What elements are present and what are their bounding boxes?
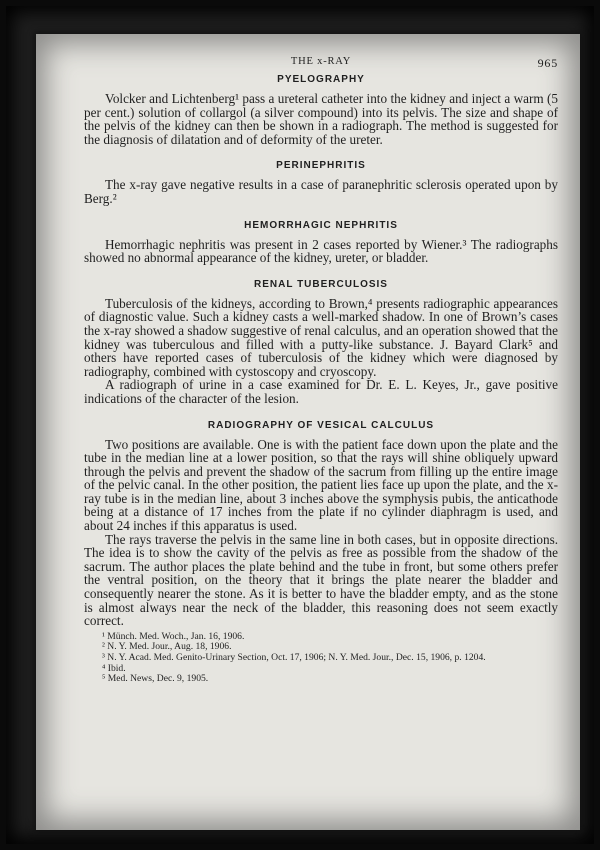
running-head xyxy=(84,54,558,74)
frame-border xyxy=(6,6,594,844)
book-page xyxy=(36,34,580,830)
page-number: 965 xyxy=(537,56,558,70)
paragraph: Two positions are available. One is with the patient face down upon the plate and the tube in the median line at a lower position, so that the rays will shine obliquely upward through the pelvis and prevent the shadow of the sacrum from filling up the entire image of the pelvic canal. In the other position, the patient lies face up upon the plate, and the x-ray tube is in the median line, about 3 inches above the symphysis pubis, the anticathode being at a distance of 17 inches from the plate if no cylinder diaphragm is used, and about 24 inches if this apparatus is used. xyxy=(84,436,558,534)
section-heading: PERINEPHRITIS xyxy=(276,160,366,172)
footnote: ¹ Münch. Med. Woch., Jan. 16, 1906. xyxy=(102,630,245,642)
paragraph: Volcker and Lichtenberg¹ pass a ureteral catheter into the kidney and inject a warm (5 per cent.) solution of collargol (a silver compound) into its pelvis. The size and shape of the pelvis of the kidney can then be shown in a radiograph. The method is suggested for the diagnosis of dilatation and of deformity of the ureter. xyxy=(84,91,558,147)
footnote: ² N. Y. Med. Jour., Aug. 18, 1906. xyxy=(102,641,232,653)
page-content xyxy=(84,54,558,685)
paragraph: Tuberculosis of the kidneys, according to Brown,⁴ presents radiographic appearances of diagnostic value. Such a kidney casts a well-marked shadow. In one of Brown’s cases the x-ray showed a shadow suggestive of renal calculus, and an operation showed that the kidney was tuberculous and filled with a putty-like substance. J. Bayard Clark⁵ and others have reported cases of tuberculosis of the kidney which were diagnosed by radiography, combined with cystoscopy and cryoscopy. xyxy=(84,295,558,379)
section-heading: PYELOGRAPHY xyxy=(277,74,365,85)
paragraph: A radiograph of urine in a case examined for Dr. E. L. Keyes, Jr., gave positive indications of the character of the lesion. xyxy=(84,377,558,406)
paragraph: The rays traverse the pelvis in the same line in both cases, but in opposite directions. The idea is to show the cavity of the pelvis as free as possible from the shadow of the sacrum. The author places the plate behind and the tube in front, but some others prefer the ventral position, on the theory that it brings the plate nearer the bladder and consequently nearer the stone. As it is better to have the bladder empty, and as the stone is almost always near the neck of the bladder, this reasoning does not seem exactly correct. xyxy=(84,531,558,629)
footnote: ³ N. Y. Acad. Med. Genito-Urinary Section, Oct. 17, 1906; N. Y. Med. Jour., Dec. 15, 1906, p. 1204. xyxy=(102,652,486,663)
paragraph: Hemorrhagic nephritis was present in 2 cases reported by Wiener.³ The radiographs showed no abnormal appearance of the kidney, ureter, or bladder. xyxy=(84,236,558,266)
footnotes xyxy=(84,632,558,685)
section-heading: RADIOGRAPHY OF VESICAL CALCULUS xyxy=(207,419,435,431)
section-renal-tuberculosis xyxy=(84,279,558,406)
section-hemorrhagic-nephritis xyxy=(84,220,558,265)
section-heading: HEMORRHAGIC NEPHRITIS xyxy=(244,219,398,231)
paragraph: The x-ray gave negative results in a case of paranephritic sclerosis operated upon by Berg.² xyxy=(84,177,558,206)
section-heading: RENAL TUBERCULOSIS xyxy=(254,278,388,290)
section-perinephritis xyxy=(84,160,558,205)
section-vesical-calculus xyxy=(84,420,558,628)
footnote: ⁴ Ibid. xyxy=(102,662,126,674)
running-title: THE x-RAY xyxy=(290,56,352,67)
section-pyelography xyxy=(84,74,558,146)
footnote: ⁵ Med. News, Dec. 9, 1905. xyxy=(102,673,209,685)
